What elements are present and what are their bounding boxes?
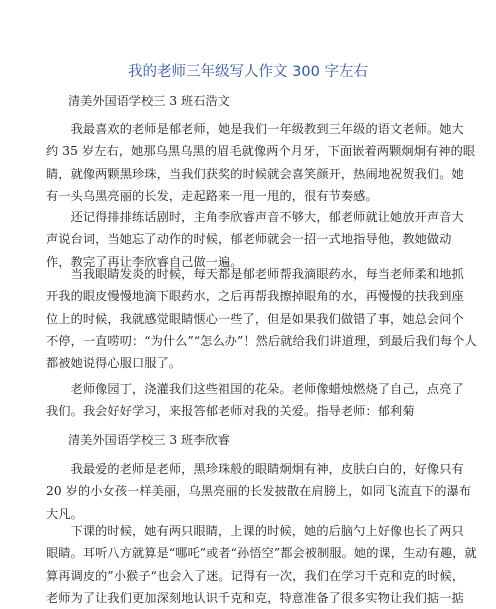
paragraph-line: 我最喜欢的老师是郁老师，她是我们一年级教到三年级的语文老师。她大 [46, 122, 464, 136]
paragraph-line: 我们。我会好好学习，来报答郁老师对我的关爱。指导老师：郁利菊 [46, 404, 415, 419]
paragraph-line: 眼睛。耳听八方就算是“哪吒”或者“孙悟空”都会被制服。她的课，生动有趣，就 [46, 546, 477, 561]
paragraph-line: 我最爱的老师是老师，黑珍珠般的眼睛炯炯有神，皮肤白白的，好像只有 [46, 462, 464, 476]
paragraph-line: 都被她说得心服口服了。 [46, 356, 182, 371]
article-1-paragraph-3 [46, 263, 477, 374]
paragraph-line: 下课的时候，她有两只眼睛，上课的时候，她的后脑勺上好像也长了两只 [46, 524, 464, 538]
paragraph-line: 作，教完了再让李欣睿自己做一遍。 [46, 254, 243, 269]
paragraph-line: 睛，就像两颗黑珍珠，当我们获奖的时候就会喜笑颜开，热闹地祝贺我们。她 [46, 166, 464, 181]
article-2-byline: 清美外国语学校三 3 班李欣睿 [68, 433, 230, 447]
paragraph-line: 约 35 岁左右，她那乌黑乌黑的眉毛就像两个月牙，下面嵌着两颗炯炯有神的眼 [46, 144, 476, 159]
article-1-paragraph-4 [46, 378, 464, 423]
paragraph-line: 开我的眼皮慢慢地滴下眼药水，之后再帮我擦掉眼角的水，再慢慢的扶我到座 [46, 289, 464, 304]
document-title: 我的老师三年级写人作文 300 字左右 [128, 64, 368, 80]
article-2-paragraph-1 [46, 458, 472, 525]
paragraph-line: 老师为了让我们更加深刻地认识千克和克，特意准备了很多实物让我们掂一掂 [46, 590, 464, 605]
article-1-byline: 清美外国语学校三 3 班石浩文 [68, 94, 230, 108]
article-2-paragraph-2 [46, 520, 477, 609]
paragraph-line: 大凡。 [46, 506, 83, 521]
article-1-paragraph-1 [46, 118, 476, 207]
paragraph-line: 位上的时候，我就感觉眼睛惬心一些了，但是如果我们做错了事，她总会问个 [46, 311, 464, 326]
paragraph-line: 老师像园丁，浇灌我们这些祖国的花朵。老师像蜡烛燃烧了自己，点亮了 [46, 382, 464, 396]
paragraph-line: 有一头乌黑亮丽的长发，走起路来一甩一甩的，很有节奏感。 [46, 188, 378, 203]
paragraph-line: 还记得排排练话剧时，主角李欣睿声音不够大，郁老师就让她放开声音大 [46, 210, 464, 224]
paragraph-line: 20 岁的小女孩一样美丽，乌黑亮丽的长发披散在肩膀上，如同飞流直下的瀑布 [46, 484, 472, 499]
paragraph-line: 当我眼睛发炎的时候，每天都是郁老师帮我滴眼药水，每当老师柔和地抓 [46, 267, 464, 281]
paragraph-line: 声说台词，当她忘了动作的时候，郁老师就会一招一式地指导他，教她做动 [46, 232, 452, 247]
paragraph-line: 不停，一直唠叨：“为什么”“怎么办”！然后就给我们讲道理，到最后我们每个人 [46, 333, 477, 348]
paragraph-line: 算再调皮的”小猴子“也会入了迷。记得有一次，我们在学习千克和克的时候， [46, 568, 465, 583]
